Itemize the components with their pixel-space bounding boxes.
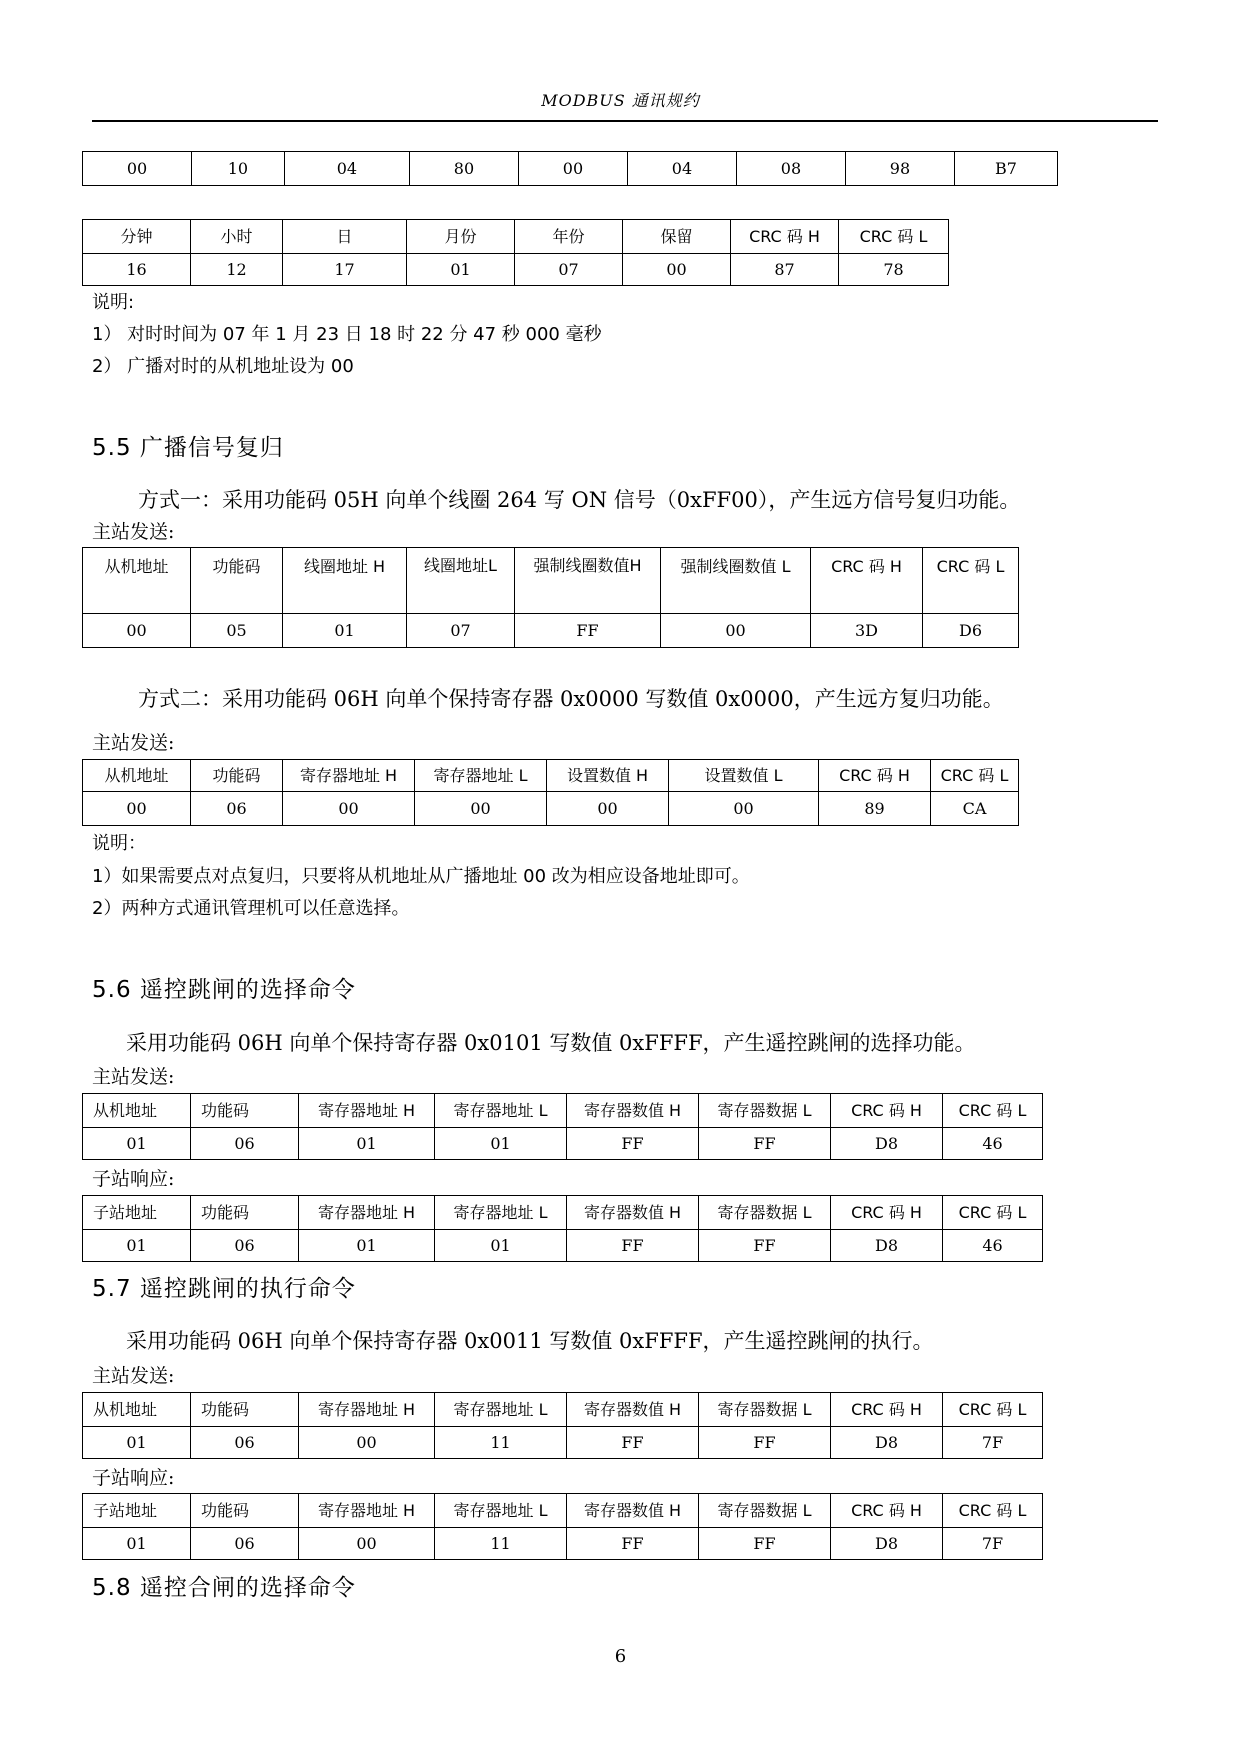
table-header-cell: 线圈地址 H [283,548,407,614]
table-header-cell: 寄存器地址 H [299,1196,435,1230]
table-header-cell: CRC 码 H [831,1494,943,1528]
table-cell: 80 [409,152,518,186]
table-cell: D8 [831,1128,943,1160]
table-header-cell: 设置数值 H [547,760,669,792]
method-one-text: 方式一：采用功能码 05H 向单个线圈 264 写 ON 信号（0xFF00），产生远方信号复归功能。 [138,488,1021,512]
table-header-cell: 寄存器地址 L [435,1094,567,1128]
table-header-cell: CRC 码 H [819,760,931,792]
table-cell: FF [567,1427,699,1459]
trip-select-response-table [82,1195,1043,1262]
master-send-label: 主站发送: [92,1066,175,1088]
table-cell: 46 [943,1128,1043,1160]
table-cell: 07 [407,614,515,648]
table-header-cell: 寄存器地址 L [435,1393,567,1427]
table-header-cell: 月份 [407,220,515,254]
table-cell: 00 [83,792,191,826]
table-cell: 11 [435,1427,567,1459]
table-cell: 01 [83,1427,191,1459]
table-header-cell: 保留 [623,220,731,254]
table-header-cell: CRC 码 L [931,760,1019,792]
table-header-cell: 从机地址 [83,548,191,614]
table-header-cell: 子站地址 [83,1494,191,1528]
table-header-cell: 寄存器数值 H [567,1393,699,1427]
table-header-cell: 寄存器地址 L [435,1494,567,1528]
table-header-cell: 功能码 [191,1494,299,1528]
table-header-cell: CRC 码 H [831,1393,943,1427]
section-description: 采用功能码 06H 向单个保持寄存器 0x0101 写数值 0xFFFF，产生遥控跳闸的选择功能。 [126,1031,976,1055]
table-header-cell: 寄存器地址 H [299,1494,435,1528]
table-header-cell: 从机地址 [83,1393,191,1427]
register-reset-table [82,759,1019,826]
note-item: 1） 对时时间为 07 年 1 月 23 日 18 时 22 分 47 秒 000 毫秒 [92,324,602,345]
master-send-label: 主站发送: [92,732,175,754]
table-header-cell: CRC 码 L [943,1494,1043,1528]
table-cell: 98 [845,152,954,186]
table-header-cell: 日 [283,220,407,254]
table-cell: 01 [83,1230,191,1262]
table-header-cell: 年份 [515,220,623,254]
table-cell: 00 [415,792,547,826]
table-header-cell: 设置数值 L [669,760,819,792]
table-cell: 89 [819,792,931,826]
table-cell: D8 [831,1528,943,1560]
note-item: 1）如果需要点对点复归，只要将从机地址从广播地址 00 改为相应设备地址即可。 [92,866,750,887]
table-cell: 00 [299,1427,435,1459]
table-cell: 06 [191,1230,299,1262]
table-cell: 11 [435,1528,567,1560]
table-cell: FF [699,1230,831,1262]
table-cell: D8 [831,1230,943,1262]
slave-response-label: 子站响应: [92,1467,175,1489]
table-cell: 01 [407,254,515,286]
table-cell: 87 [731,254,839,286]
table-cell: 3D [811,614,923,648]
table-cell: 00 [661,614,811,648]
table-header-cell: 寄存器数据 L [699,1094,831,1128]
table-header-cell: CRC 码 H [731,220,839,254]
table-cell: 7F [943,1528,1043,1560]
section-heading-5-5: 5.5 广播信号复归 [92,435,284,461]
method-two-text: 方式二：采用功能码 06H 向单个保持寄存器 0x0000 写数值 0x0000，产生远方复归功能。 [138,687,1004,711]
note-item: 2） 广播对时的从机地址设为 00 [92,356,354,377]
table-cell: 01 [283,614,407,648]
table-header-cell: 寄存器数据 L [699,1196,831,1230]
table-cell: D6 [923,614,1019,648]
table-cell: 04 [627,152,736,186]
table-cell: 06 [191,792,283,826]
table-cell: 01 [299,1128,435,1160]
table-cell: 01 [435,1128,567,1160]
table-cell: FF [567,1528,699,1560]
section-heading-5-8: 5.8 遥控合闸的选择命令 [92,1575,356,1601]
table-header-cell: 寄存器数值 H [567,1094,699,1128]
page-header-title: MODBUS 通讯规约 [541,91,700,110]
table-cell: FF [699,1528,831,1560]
table-header-cell: 寄存器地址 H [283,760,415,792]
table-header-cell: 子站地址 [83,1196,191,1230]
table-cell: 00 [283,792,415,826]
table-header-cell: 从机地址 [83,760,191,792]
table-header-cell: 功能码 [191,548,283,614]
note-item: 2）两种方式通讯管理机可以任意选择。 [92,898,410,919]
table-header-cell: 寄存器数值 H [567,1494,699,1528]
table-cell: 10 [192,152,285,186]
table-header-cell: 功能码 [191,760,283,792]
table-header-cell: CRC 码 H [831,1094,943,1128]
table-header-cell: 寄存器地址 L [415,760,547,792]
table-header-cell: 寄存器数值 H [567,1196,699,1230]
table-cell: 01 [83,1528,191,1560]
table-cell: 12 [191,254,283,286]
table-cell: CA [931,792,1019,826]
table-header-cell: CRC 码 L [943,1094,1043,1128]
table-header-cell: 寄存器地址 H [299,1393,435,1427]
table-header-cell: 强制线圈数值 L [661,548,811,614]
slave-response-label: 子站响应: [92,1168,175,1190]
table-header-cell: CRC 码 H [831,1196,943,1230]
table-header-cell: 功能码 [191,1196,299,1230]
table-cell: 08 [736,152,845,186]
table-cell: 17 [283,254,407,286]
table-header-cell: 强制线圈数值H [515,548,661,614]
table-cell: 16 [83,254,191,286]
table-header-cell: 功能码 [191,1393,299,1427]
table-header-cell: 寄存器数据 L [699,1393,831,1427]
table-cell: FF [515,614,661,648]
table-cell: 00 [299,1528,435,1560]
trip-select-send-table [82,1093,1043,1160]
table-cell: D8 [831,1427,943,1459]
trip-execute-response-table [82,1493,1043,1560]
table-header-cell: CRC 码 L [839,220,949,254]
table-cell: 00 [83,614,191,648]
master-send-label: 主站发送: [92,1365,175,1387]
coil-reset-table [82,547,1019,648]
table-cell: FF [699,1128,831,1160]
table-cell: 00 [518,152,627,186]
table-cell: 7F [943,1427,1043,1459]
table-header-cell: 寄存器数据 L [699,1494,831,1528]
trip-execute-send-table [82,1392,1043,1459]
table-cell: 00 [83,152,192,186]
table-header-cell: 寄存器地址 L [435,1196,567,1230]
section-heading-5-7: 5.7 遥控跳闸的执行命令 [92,1276,356,1302]
table-header-cell: 寄存器地址 H [299,1094,435,1128]
table-header-cell: 从机地址 [83,1094,191,1128]
table-header-cell: 分钟 [83,220,191,254]
header-divider [92,120,1158,122]
master-send-label: 主站发送: [92,521,175,543]
table-cell: 00 [669,792,819,826]
table-cell: 04 [284,152,409,186]
table-header-cell: CRC 码 H [811,548,923,614]
table-cell: 07 [515,254,623,286]
table-cell: 46 [943,1230,1043,1262]
table-cell: 00 [623,254,731,286]
table-cell: 05 [191,614,283,648]
section-description: 采用功能码 06H 向单个保持寄存器 0x0011 写数值 0xFFFF，产生遥控跳闸的执行。 [126,1329,934,1353]
table-header-cell: CRC 码 L [943,1393,1043,1427]
table-header-cell: 线圈地址L [407,548,515,614]
table-cell: 00 [547,792,669,826]
table-cell: 06 [191,1427,299,1459]
frame-bytes-table [82,151,1058,186]
table-cell: 06 [191,1528,299,1560]
section-heading-5-6: 5.6 遥控跳闸的选择命令 [92,977,356,1003]
table-header-cell: CRC 码 L [923,548,1019,614]
note-title: 说明: [92,292,135,313]
table-header-cell: CRC 码 L [943,1196,1043,1230]
table-cell: FF [567,1230,699,1262]
table-header-cell: 功能码 [191,1094,299,1128]
time-sync-table [82,219,949,286]
table-cell: 78 [839,254,949,286]
table-cell: 01 [299,1230,435,1262]
table-cell: B7 [954,152,1057,186]
table-cell: 01 [435,1230,567,1262]
note-title: 说明： [92,833,146,854]
table-cell: 01 [83,1128,191,1160]
table-cell: FF [699,1427,831,1459]
table-cell: FF [567,1128,699,1160]
table-cell: 06 [191,1128,299,1160]
page-number: 6 [614,1646,627,1667]
table-header-cell: 小时 [191,220,283,254]
